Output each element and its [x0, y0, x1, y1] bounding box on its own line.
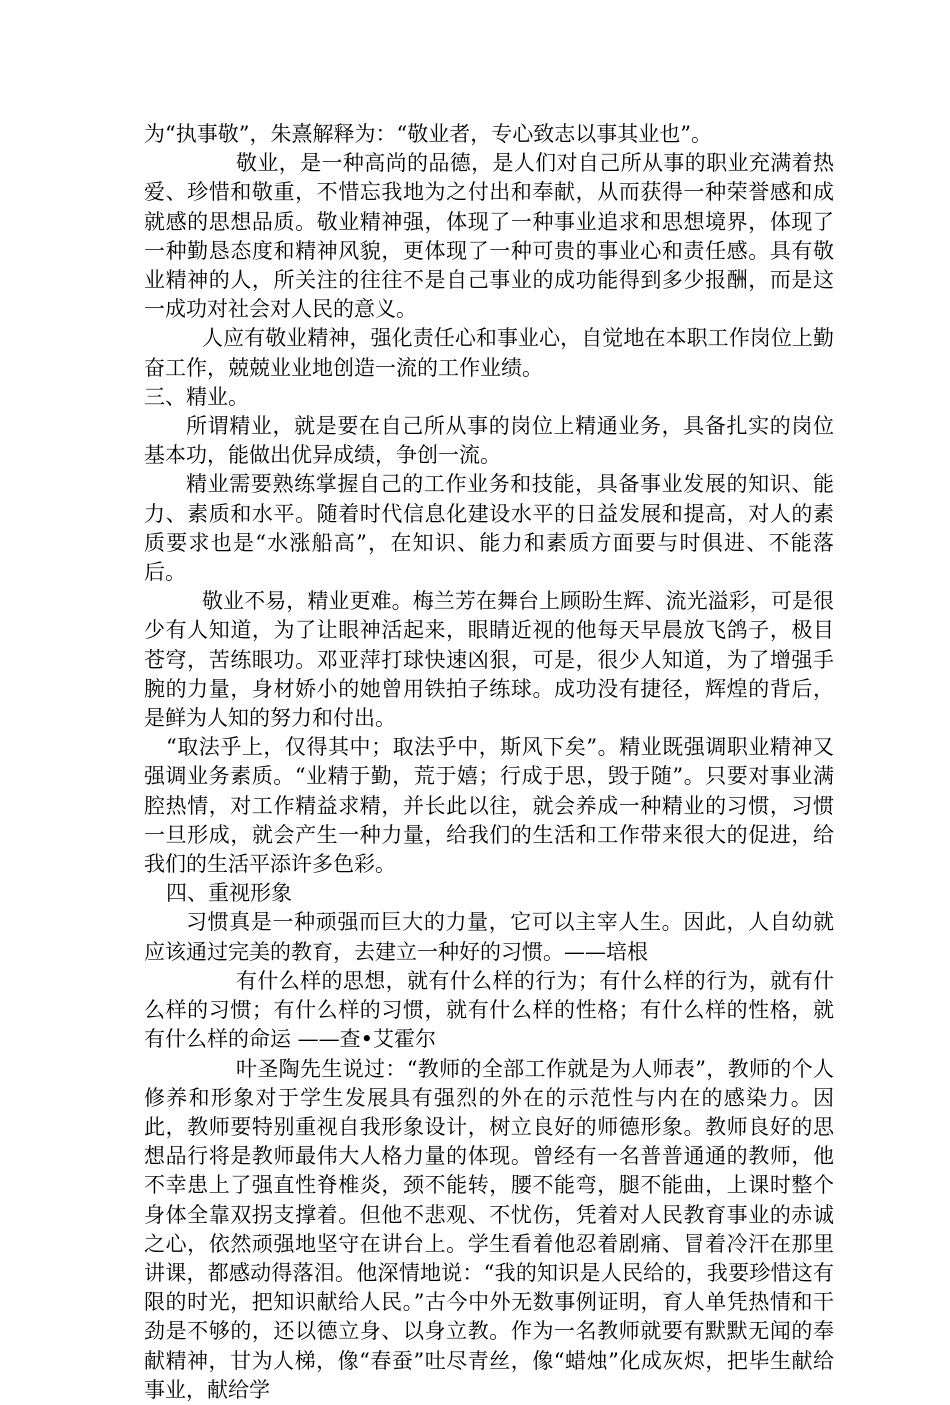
paragraph-teacher-image: 叶圣陶先生说过：“教师的全部工作就是为人师表”，教师的个人修养和形象对于学生发展具有强烈的外在的示范性与内在的感染力。因此，教师要特别重视自我形象设计，树立良好的师德形象。教师良好的思想品行将是教师最伟大人格力量的体现。曾经有一名普普通通的教师，他不幸患上了强直性脊椎炎，颈不能转，腰不能弯，腿不能曲，上课时整个身体全靠双拐支撑着。但他不悲观、不忧伤，凭着对人民教育事业的赤诚之心，依然顽强地坚守在讲台上。学生看着他忍着剧痛、冒着冷汗在那里讲课，都感动得落泪。他深情地说：“我的知识是人民给的，我要珍惜这有限的时光，把知识献给人民。”古今中外无数事例证明，育人单凭热情和干劲是不够的，还以德立身、以身立教。作为一名教师就要有默默无闻的奉献精神，甘为人梯，像“春蚕”吐尽青丝，像“蜡烛”化成灰烬，把毕生献给事业，献给学	[144, 1056, 834, 1402]
document-body	[144, 120, 834, 1405]
paragraph-jingye-quote: 为“执事敬”，朱熹解释为：“敬业者，专心致志以事其业也”。	[144, 122, 712, 146]
paragraph-jingye-spirit: 人应有敬业精神，强化责任心和事业心，自觉地在本职工作岗位上勤奋工作，兢兢业业地创造一流的工作业绩。	[144, 326, 834, 380]
paragraph-jingye-skills: 精业需要熟练掌握自己的工作业务和技能，具备事业发展的知识、能力、素质和水平。随着时代信息化建设水平的日益发展和提高，对人的素质要求也是“水涨船高”，在知识、能力和素质方面要与时俱进、不能落后。	[144, 472, 834, 585]
paragraph-jingye-definition: 敬业，是一种高尚的品德，是人们对自己所从事的职业充满着热爱、珍惜和敬重，不惜忘我地为之付出和奉献，从而获得一种荣誉感和成就感的思想品质。敬业精神强，体现了一种事业追求和思想境界，体现了一种勤恳态度和精神风貌，更体现了一种可贵的事业心和责任感。具有敬业精神的人，所关注的往往不是自己事业的成功能得到多少报酬，而是这一成功对社会对人民的意义。	[144, 151, 834, 322]
paragraph-jingye-meaning: 所谓精业，就是要在自己所从事的岗位上精通业务，具备扎实的岗位基本功，能做出优异成绩，争创一流。	[144, 414, 834, 468]
paragraph-habit-quote: 有什么样的思想，就有什么样的行为；有什么样的行为，就有什么样的习惯；有什么样的习惯，就有什么样的性格；有什么样的性格，就有什么样的命运 ——查•艾霍尔	[144, 968, 834, 1052]
paragraph-jingye-habit: “取法乎上，仅得其中；取法乎中，斯风下矣”。精业既强调职业精神又强调业务素质。“业精于勤，荒于嬉；行成于思，毁于随”。只要对事业满腔热情，对工作精益求精，并长此以往，就会养成一种精业的习惯，习惯一旦形成，就会产生一种力量，给我们的生活和工作带来很大的促进，给我们的生活平添许多色彩。	[144, 735, 834, 877]
paragraph-bacon-quote: 习惯真是一种顽强而巨大的力量，它可以主宰人生。因此，人自幼就应该通过完美的教育，去建立一种好的习惯。——培根	[144, 910, 834, 964]
paragraph-jingye-examples: 敬业不易，精业更难。梅兰芳在舞台上顾盼生辉、流光溢彩，可是很少有人知道，为了让眼神活起来，眼睛近视的他每天早晨放飞鸽子，极目苍穹，苦练眼功。邓亚萍打球快速凶狠，可是，很少人知道，为了增强手腕的力量，身材娇小的她曾用铁拍子练球。成功没有捷径，辉煌的背后，是鲜为人知的努力和付出。	[144, 589, 834, 731]
section-heading-image-4: 四、重视形象	[166, 881, 292, 906]
section-heading-jingye-3: 三、精业。	[144, 384, 249, 409]
